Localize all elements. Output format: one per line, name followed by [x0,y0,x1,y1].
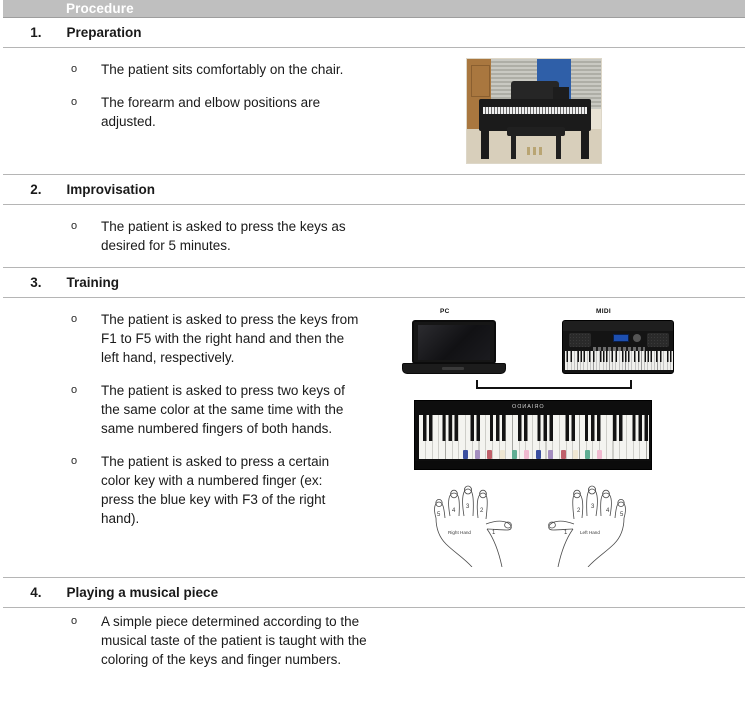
piano-photo-bench-leg-right [556,135,561,159]
list-item-text: The patient is asked to press two keys of the same color at the same time with the same numbered fingers of both hands. [101,383,345,436]
key-color-sticker [573,450,578,459]
right-finger-number-4: 4 [452,508,456,514]
section-content-row-1 [3,48,745,175]
piano-photo-bench-leg-left [511,135,516,159]
figure-area-1 [388,48,745,174]
content-body-cell-2 [48,205,745,268]
left-finger-number-5: 5 [620,512,624,518]
bullet-marker-icon: o [71,455,78,467]
list-item [48,217,388,255]
content-number-cell-3 [3,298,48,578]
content-body-cell-4 [48,608,745,682]
bullet-marker-icon: o [71,615,78,627]
right-finger-number-3: 3 [466,504,470,510]
right-hand-finger-3 [463,489,474,516]
midi-keyboard-speaker-right [647,333,669,347]
bullet-list-4 [48,608,388,681]
left-finger-number-4: 4 [606,508,610,514]
right-finger-number-5: 5 [437,512,441,518]
list-item-text: The patient is asked to press the keys as desired for 5 minutes. [101,219,346,253]
key-color-sticker [548,450,553,459]
left-hand-finger-3 [587,489,598,516]
right-finger-number-1: 1 [492,530,496,536]
list-item [48,612,388,669]
right-hand-thumb [486,521,511,530]
piano-photo-leg-right [581,129,589,159]
section-title-row-4 [3,578,745,608]
midi-cable [476,380,632,389]
section-content-row-4 [3,608,745,682]
list-item-text: The patient sits comfortably on the chair. [101,62,344,77]
section-number-cell-1 [3,18,48,48]
bullet-marker-icon: o [71,96,78,108]
key-color-sticker [487,450,492,459]
list-item-text: A simple piece determined according to the musical taste of the patient is taught with the coloring of the keys and finger numbers. [101,614,367,667]
section-number-cell-4 [3,578,48,608]
content-number-cell-2 [3,205,48,268]
piano-photo-keys [483,107,587,114]
key-color-sticker [463,450,468,459]
section-title-3: Training [66,275,120,290]
section-number-3: 3. [30,275,42,290]
procedure-header-label: Procedure [66,1,134,16]
piano-photo-leg-left [481,129,489,159]
section-title-cell-1 [48,18,745,48]
key-color-sticker [524,450,529,459]
left-finger-number-1: 1 [564,530,568,536]
section-number-2: 2. [30,182,42,197]
piano-photo-pedals [527,147,544,155]
figure-area-3 [388,298,745,577]
content-wrap-1 [48,48,745,174]
midi-label: MIDI [596,308,611,315]
content-number-cell-4 [3,608,48,682]
section-title-row-1 [3,18,745,48]
midi-keyboard-display [613,334,629,342]
midi-keyboard-icon [562,320,674,374]
list-item [48,310,388,367]
list-item [48,93,388,131]
section-number-4: 4. [30,585,42,600]
key-color-sticker [500,450,505,459]
right-finger-number-2: 2 [480,508,484,514]
figure-area-4 [388,608,745,628]
section-content-row-3 [3,298,745,578]
laptop-trackpad [442,367,464,370]
key-color-sticker [597,450,602,459]
section-number-cell-2 [3,175,48,205]
bullet-list-1 [48,48,388,143]
section-title-cell-2 [48,175,745,205]
section-number-cell-3 [3,268,48,298]
key-color-sticker [512,450,517,459]
bullet-marker-icon: o [71,313,78,325]
bullet-marker-icon: o [71,384,78,396]
keyboard-color-stickers [419,450,649,459]
right-hand-outline-left [436,518,472,567]
section-title-row-2 [3,175,745,205]
section-number-1: 1. [30,25,42,40]
bullet-list-3 [48,298,388,540]
content-number-cell-1 [3,48,48,175]
digital-piano-photo [466,58,602,164]
left-hand-label: Left Hand [580,530,600,535]
list-item [48,452,388,528]
content-wrap-3 [48,298,745,577]
bullet-list-2 [48,205,388,267]
list-item-text: The patient is asked to press a certain color key with a numbered finger (ex: press the blue key with F3 of the right hand). [101,454,330,526]
section-title-row-3 [3,268,745,298]
left-finger-number-2: 2 [577,508,581,514]
left-finger-number-3: 3 [591,504,595,510]
keyboard-black-keys [419,415,649,441]
section-title-2: Improvisation [66,182,156,197]
keyboard-base-shadow [415,461,652,469]
pc-midi-diagram [396,308,676,394]
content-body-cell-3 [48,298,745,578]
right-hand-label: Right Hand [448,530,471,535]
section-title-1: Preparation [66,25,142,40]
key-color-sticker [561,450,566,459]
section-content-row-2 [3,205,745,268]
left-hand-thumb [549,521,574,530]
table-header-row [3,0,745,18]
key-color-sticker [585,450,590,459]
list-item-text: The patient is asked to press the keys from F1 to F5 with the right hand and then the left hand, respectively. [101,312,359,365]
pc-label: PC [440,308,450,315]
laptop-lid [412,320,496,364]
bullet-marker-icon: o [71,220,78,232]
procedure-table [3,0,745,681]
content-wrap-4 [48,608,745,681]
key-color-sticker [536,450,541,459]
key-color-sticker [475,450,480,459]
list-item [48,60,388,79]
list-item-text: The forearm and elbow positions are adjusted. [101,95,321,129]
hands-finger-numbers-diagram [430,472,630,567]
laptop-screen [418,325,490,360]
header-label-cell [48,0,745,18]
section-title-cell-3 [48,268,745,298]
section-title-4: Playing a musical piece [66,585,219,600]
midi-keyboard-knob [633,334,641,342]
content-wrap-2 [48,205,745,267]
content-body-cell-1 [48,48,745,175]
midi-keyboard-top-panel [563,321,674,331]
list-item [48,381,388,438]
midi-keyboard-speaker-left [569,333,591,347]
left-hand-outline-right [588,518,624,567]
colored-keyboard-photo [414,400,652,470]
bullet-marker-icon: o [71,63,78,75]
keyboard-brand-label: ORIANDO [511,404,544,410]
hands-svg [430,472,630,567]
header-number-cell [3,0,48,18]
piano-photo-music-rest [511,81,559,101]
midi-keyboard-black-keys [565,351,673,362]
section-title-cell-4 [48,578,745,608]
laptop-icon [402,320,506,376]
figure-area-2 [388,205,745,225]
